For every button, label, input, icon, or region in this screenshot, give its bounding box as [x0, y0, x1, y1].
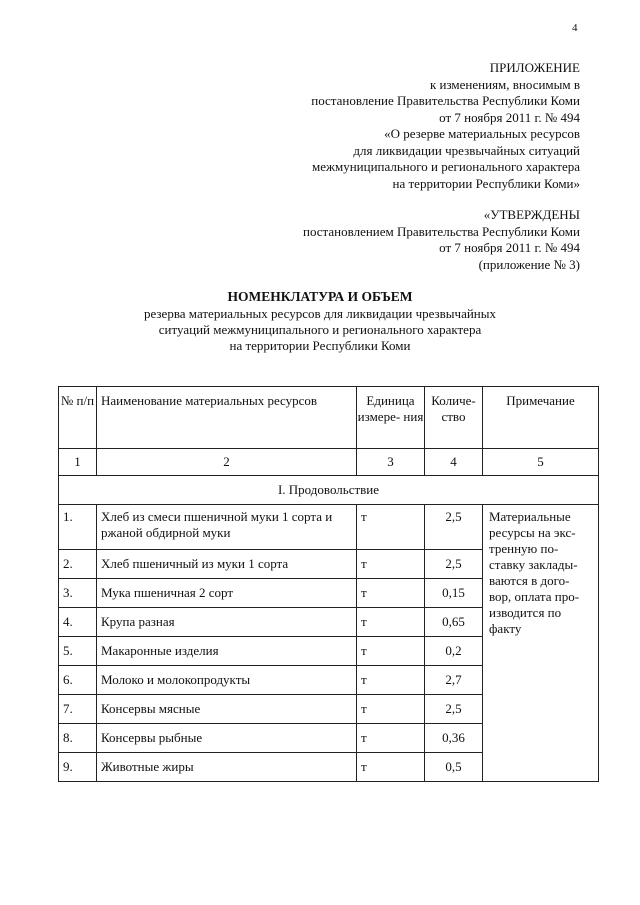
row-qty: 0,15 — [425, 579, 483, 608]
approval-line: от 7 ноября 2011 г. № 494 — [439, 240, 580, 255]
appendix-line: постановление Правительства Республики Коми — [311, 93, 580, 108]
row-name: Хлеб из смеси пшеничной муки 1 сорта и ржаной обдирной муки — [97, 505, 357, 550]
title-main: НОМЕНКЛАТУРА И ОБЪЕМ — [227, 289, 413, 304]
row-num: 9. — [59, 753, 97, 782]
row-qty: 2,5 — [425, 695, 483, 724]
row-unit: т — [357, 724, 425, 753]
row-unit: т — [357, 753, 425, 782]
approval-line: (приложение № 3) — [478, 256, 580, 272]
row-name: Мука пшеничная 2 сорт — [97, 579, 357, 608]
appendix-header — [311, 60, 580, 192]
row-qty: 2,7 — [425, 666, 483, 695]
appendix-line: «О резерве материальных ресурсов — [384, 126, 580, 141]
row-unit: т — [357, 637, 425, 666]
table-header-row — [59, 387, 599, 449]
column-number: 5 — [483, 449, 599, 476]
row-unit: т — [357, 666, 425, 695]
note-cell: Материальные ресурсы на экс- тренную по- ставку заклады- ваются в дого- вор, оплата про- изводится по факту — [483, 505, 599, 782]
row-num: 4. — [59, 608, 97, 637]
row-num: 5. — [59, 637, 97, 666]
row-qty: 0,36 — [425, 724, 483, 753]
header-qty: Количе- ство — [425, 387, 483, 449]
row-name: Консервы рыбные — [97, 724, 357, 753]
row-name: Хлеб пшеничный из муки 1 сорта — [97, 550, 357, 579]
row-num: 8. — [59, 724, 97, 753]
header-num: № п/п — [59, 387, 97, 449]
appendix-line: к изменениям, вносимым в — [429, 76, 580, 92]
document-title — [0, 289, 640, 354]
column-number: 1 — [59, 449, 97, 476]
section-row — [59, 476, 599, 505]
header-unit: Единица измере- ния — [357, 387, 425, 449]
row-unit: т — [357, 579, 425, 608]
title-subline: на территории Республики Коми — [229, 338, 411, 353]
row-name: Молоко и молокопродукты — [97, 666, 357, 695]
section-title: I. Продовольствие — [59, 476, 599, 505]
header-note: Примечание — [483, 387, 599, 449]
row-unit: т — [357, 695, 425, 724]
row-name: Животные жиры — [97, 753, 357, 782]
header-name: Наименование материальных ресурсов — [97, 387, 357, 449]
row-name: Макаронные изделия — [97, 637, 357, 666]
column-number: 2 — [97, 449, 357, 476]
row-num: 6. — [59, 666, 97, 695]
row-name: Консервы мясные — [97, 695, 357, 724]
row-num: 3. — [59, 579, 97, 608]
row-qty: 0,2 — [425, 637, 483, 666]
column-number-row — [59, 449, 599, 476]
row-qty: 2,5 — [425, 505, 483, 550]
appendix-line: межмуниципального и регионального характера — [312, 159, 580, 174]
approval-block — [303, 207, 580, 273]
page-number: 4 — [572, 22, 578, 34]
appendix-line: ПРИЛОЖЕНИЕ — [489, 60, 580, 75]
appendix-line: на территории Республики Коми» — [392, 175, 580, 191]
resources-table — [58, 386, 599, 782]
row-qty: 0,5 — [425, 753, 483, 782]
table-row — [59, 505, 599, 550]
title-subline: ситуаций межмуниципального и регионального характера — [158, 322, 482, 337]
row-unit: т — [357, 505, 425, 550]
row-name: Крупа разная — [97, 608, 357, 637]
title-subline: резерва материальных ресурсов для ликвидации чрезвычайных — [143, 306, 496, 321]
row-qty: 0,65 — [425, 608, 483, 637]
column-number: 3 — [357, 449, 425, 476]
row-unit: т — [357, 550, 425, 579]
row-num: 1. — [59, 505, 97, 550]
row-qty: 2,5 — [425, 550, 483, 579]
approval-line: постановлением Правительства Республики Коми — [303, 223, 580, 239]
approval-line: «УТВЕРЖДЕНЫ — [483, 207, 580, 222]
appendix-line: для ликвидации чрезвычайных ситуаций — [353, 142, 580, 158]
column-number: 4 — [425, 449, 483, 476]
row-unit: т — [357, 608, 425, 637]
row-num: 7. — [59, 695, 97, 724]
row-num: 2. — [59, 550, 97, 579]
appendix-line: от 7 ноября 2011 г. № 494 — [439, 109, 580, 125]
